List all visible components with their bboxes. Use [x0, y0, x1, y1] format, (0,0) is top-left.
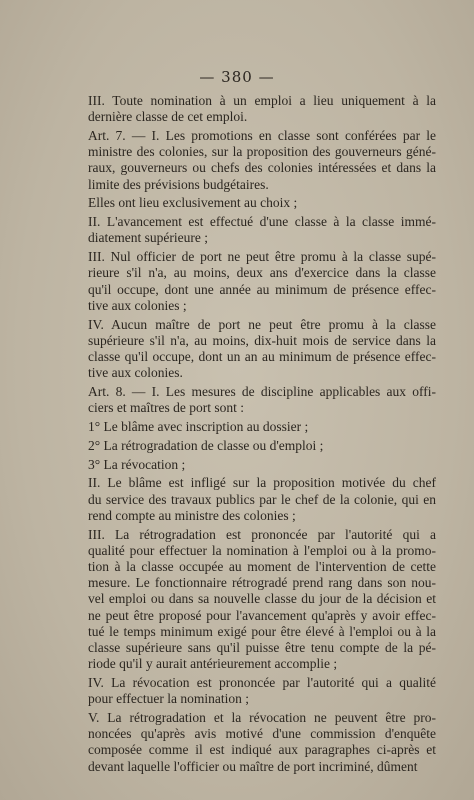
- text-line: riode qu'il y aurait antérieurement accomplie ;: [88, 656, 338, 672]
- text-line: raux, gouverneurs ou chefs des colonies intéressées et dans la: [88, 160, 436, 176]
- text-line: 1° Le blâme avec inscription au dossier ;: [88, 419, 309, 435]
- paragraph: [88, 93, 436, 125]
- text-line: ne peut être proposé pour l'avancement qu'après y avoir effec-: [88, 607, 436, 623]
- text-line: IV. Aucun maître de port ne peut être promu à la classe: [88, 316, 436, 332]
- body-text: [88, 93, 436, 777]
- text-line: 2° La rétrogradation de classe ou d'emploi ;: [88, 437, 324, 453]
- text-line: tué le temps minimum exigé pour être élevé à l'emploi ou à la: [88, 623, 436, 639]
- paragraph: [88, 475, 436, 524]
- text-line: Elles ont lieu exclusivement au choix ;: [88, 195, 298, 211]
- paragraph: [88, 195, 436, 211]
- text-line: devant laquelle l'officier ou maître de port incriminé, dûment: [88, 758, 418, 774]
- paragraph: [88, 457, 436, 473]
- text-line: V. La rétrogradation et la révocation ne peuvent être pro-: [88, 710, 436, 726]
- text-line: tive aux colonies ;: [88, 297, 187, 313]
- text-line: limite des prévisions budgétaires.: [88, 176, 269, 192]
- text-line: III. La rétrogradation est prononcée par l'autorité qui a: [88, 526, 436, 542]
- text-line: diatement supérieure ;: [88, 230, 208, 246]
- text-line: du service des travaux publics par le chef de la colonie, qui en: [88, 491, 436, 507]
- text-line: vel emploi ou dans sa nouvelle classe du jour de la décision et: [88, 591, 436, 607]
- paragraph: [88, 419, 436, 435]
- paragraph: [88, 384, 436, 416]
- text-line: dernière classe de cet emploi.: [88, 109, 248, 125]
- text-line: IV. La révocation est prononcée par l'autorité qui a qualité: [88, 675, 436, 691]
- page-number: — 380 —: [199, 68, 275, 86]
- paragraph: [88, 128, 436, 193]
- paragraph: [88, 675, 436, 707]
- text-line: noncées qu'après avis motivé d'une commission d'enquête: [88, 726, 436, 742]
- paragraph: [88, 317, 436, 382]
- text-line: ministre des colonies, sur la proposition des gouverneurs géné-: [88, 144, 436, 160]
- paragraph: [88, 527, 436, 673]
- text-line: pour effectuer la nomination ;: [88, 691, 249, 707]
- paragraph: [88, 249, 436, 314]
- text-line: qualité pour effectuer la nomination à l'emploi ou à la promo-: [88, 542, 436, 558]
- paragraph: [88, 710, 436, 775]
- text-line: Art. 7. — I. Les promotions en classe sont conférées par le: [88, 128, 436, 143]
- text-line: classe qu'il occupe, dont un an au minimum de présence effec-: [88, 349, 436, 365]
- paragraph: [88, 214, 436, 246]
- text-line: III. Toute nomination à un emploi a lieu uniquement à la: [88, 93, 436, 108]
- paragraph: [88, 438, 436, 454]
- text-line: mesure. Le fonctionnaire rétrogradé prend rang dans son nou-: [88, 575, 436, 591]
- text-line: supérieure s'il n'a, au moins, dix-huit mois de service dans la: [88, 332, 436, 348]
- text-line: composée comme il est indiqué aux paragraphes ci-après et: [88, 742, 436, 758]
- text-line: ciers et maîtres de port sont :: [88, 400, 244, 416]
- text-line: qu'il occupe, dont une année au minimum de présence effec-: [88, 281, 436, 297]
- text-line: rieure s'il n'a, au moins, deux ans d'exercice dans la classe: [88, 265, 436, 281]
- text-line: classe supérieure sans qu'il puisse être tenu compte de la pé-: [88, 640, 436, 656]
- text-line: rend compte au ministre des colonies ;: [88, 507, 296, 523]
- text-line: II. L'avancement est effectué d'une classe à la classe immé-: [88, 214, 436, 230]
- text-line: tive aux colonies.: [88, 365, 183, 381]
- text-line: 3° La révocation ;: [88, 456, 186, 472]
- text-line: II. Le blâme est infligé sur la proposition motivée du chef: [88, 475, 436, 491]
- text-line: Art. 8. — I. Les mesures de discipline applicables aux offi-: [88, 384, 436, 400]
- text-line: tion à la classe occupée au moment de l'intervention de cette: [88, 559, 436, 575]
- text-line: III. Nul officier de port ne peut être promu à la classe supé-: [88, 249, 436, 265]
